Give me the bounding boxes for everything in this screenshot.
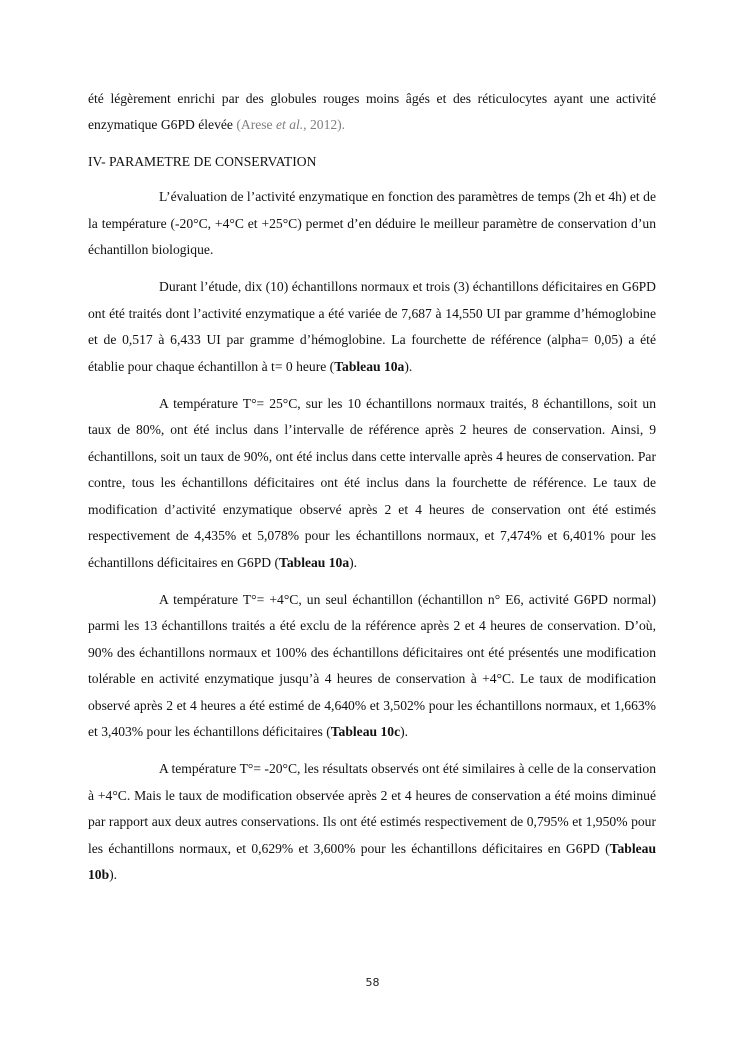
paragraph-text: A température T°= +4°C, un seul échantillon (échantillon n° E6, activité G6PD normal) parmi les 13 échantillons traités a été exclu de la référence après 2 et 4 heures de conservation. D’où, 90% des échantillons normaux et 100% des échantillons déficitaires ont été présentés une modification tolérable en activité enzymatique jusqu’à 4 heures de conservation à +4°C. Le taux de modification observé après 2 et 4 heures a été estimé de 4,640% et 3,502% pour les échantillons normaux, et 1,663% et 3,403% pour les échantillons déficitaires ( [88, 591, 656, 739]
section-heading: IV- PARAMETRE DE CONSERVATION [88, 153, 317, 169]
paragraph-text: A température T°= 25°C, sur les 10 échantillons normaux traités, 8 échantillons, soit un taux de 80%, ont été inclus dans l’intervalle de référence après 2 heures de conservation. Ainsi, 9 échantillons, soit un taux de 90%, ont été inclus dans cette intervalle après 4 heures de conservation. Par contre, tous les échantillons déficitaires ont été inclus dans la fourchette de référence. Le taux de modification d’activité enzymatique observé après 2 et 4 heures de conservation ont été estimés respectivement de 4,435% et 5,078% pour les échantillons normaux, et 7,474% et 6,401% pour les échantillons déficitaires en G6PD ( [88, 396, 656, 570]
citation-author: (Arese [236, 117, 276, 133]
paragraph-text: A température T°= -20°C, les résultats observés ont été similaires à celle de la conservation à +4°C. Mais le taux de modification observée après 2 et 4 heures de conservation a été moins diminué par rapport aux deux autres conservations. Ils ont été estimés respectivement de 0,795% et 1,950% pour les échantillons normaux, et 0,629% et 3,600% pour les échantillons déficitaires en G6PD ( [88, 761, 656, 856]
citation-year: , 2012). [303, 117, 346, 133]
page-number: 58 [365, 976, 380, 989]
page-body [88, 86, 656, 888]
paragraph-text: Durant l’étude, dix (10) échantillons normaux et trois (3) échantillons déficitaires en G6PD ont été traités dont l’activité enzymatique a été variée de 7,687 à 14,550 UI par gramme d’hémoglobine et de 0,517 à 6,433 UI par gramme d’hémoglobine. La fourchette de référence (alpha= 0,05) a été établie pour chaque échantillon à t= 0 heure ( [88, 279, 656, 374]
paragraph-continuation [88, 86, 656, 139]
paragraph-minus20c [88, 756, 656, 888]
citation [236, 117, 345, 132]
paragraph-evaluation: L’évaluation de l’activité enzymatique en fonction des paramètres de temps (2h et 4h) et de la température (-20°C, +4°C et +25°C) permet d’en déduire le meilleur paramètre de conservation d’un échantillon biologique. [88, 189, 656, 258]
table-reference: Tableau 10a [334, 358, 405, 374]
citation-et-al: et al. [275, 117, 304, 133]
table-reference: Tableau 10c [330, 723, 401, 739]
paragraph-text-end: ). [404, 358, 413, 374]
table-reference: Tableau 10a [279, 554, 350, 570]
paragraph-study [88, 274, 656, 380]
paragraph-text-end: ). [109, 866, 118, 882]
paragraph-text-end: ). [400, 723, 409, 739]
paragraph-text-end: ). [349, 554, 358, 570]
paragraph-text: été légèrement enrichi par des globules rouges moins âgés et des réticulocytes ayant une activité enzymatique G6PD élevée [88, 91, 656, 133]
paragraph-4c [88, 587, 656, 745]
table-reference: Tableau 10b [88, 840, 656, 882]
paragraph-25c [88, 391, 656, 576]
